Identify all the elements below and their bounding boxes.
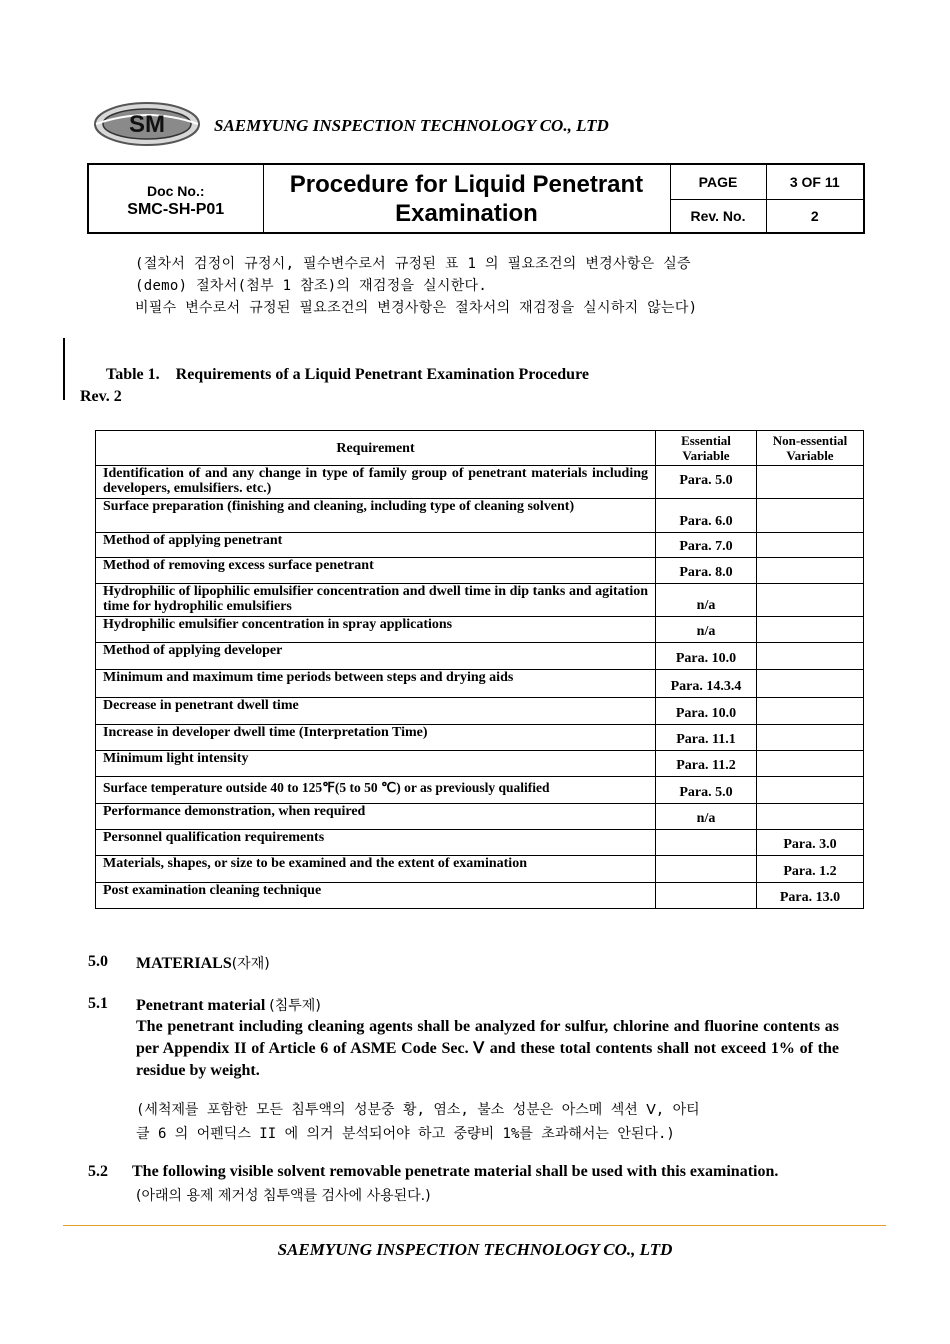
logo-text: SM — [129, 111, 165, 138]
table-row — [96, 670, 864, 698]
korean-intro-line1: (절차서 검정이 규정시, 필수변수로서 규정된 표 1 의 필요조건의 변경사항은 실증 — [135, 256, 691, 272]
requirement-cell: Hydrophilic emulsifier concentration in spray applications — [96, 617, 656, 643]
essential-cell: Para. 8.0 — [656, 558, 757, 584]
table-row — [96, 777, 864, 804]
requirement-cell: Surface temperature outside 40 to 125℉(5 to 50 ℃) or as previously qualified — [96, 777, 656, 804]
essential-cell: n/a — [656, 804, 757, 830]
section-5-1-title-kr: (침투제) — [269, 998, 321, 1014]
essential-cell: Para. 10.0 — [656, 643, 757, 670]
requirement-cell: Method of removing excess surface penetrant — [96, 558, 656, 584]
essential-cell — [656, 883, 757, 909]
non-essential-cell — [757, 533, 864, 558]
non-essential-cell — [757, 698, 864, 725]
requirement-cell: Materials, shapes, or size to be examined and the extent of examination — [96, 856, 656, 883]
table-row — [96, 617, 864, 643]
table-row — [96, 725, 864, 751]
requirement-cell: Personnel qualification requirements — [96, 830, 656, 856]
section-5-0-title-en: MATERIALS — [136, 955, 232, 972]
revision-label: Rev. No. — [670, 199, 766, 233]
section-5-0-number: 5.0 — [88, 953, 108, 970]
section-5-1-title-en: Penetrant material — [136, 997, 270, 1014]
non-essential-cell — [757, 725, 864, 751]
non-essential-cell: Para. 13.0 — [757, 883, 864, 909]
essential-cell — [656, 856, 757, 883]
requirement-cell: Decrease in penetrant dwell time — [96, 698, 656, 725]
doc-number-label: Doc No.: — [146, 182, 205, 199]
requirement-cell: Method of applying penetrant — [96, 533, 656, 558]
essential-cell: n/a — [656, 584, 757, 617]
requirement-cell: Minimum and maximum time periods between steps and drying aids — [96, 670, 656, 698]
doc-number-cell — [88, 164, 263, 233]
essential-cell: Para. 11.2 — [656, 751, 757, 777]
essential-cell: Para. 10.0 — [656, 698, 757, 725]
revision-value: 2 — [766, 199, 864, 233]
non-essential-cell — [757, 558, 864, 584]
essential-cell: n/a — [656, 617, 757, 643]
table-row — [96, 643, 864, 670]
table-row — [96, 466, 864, 499]
section-5-1-body-kr-line2: 클 6 의 어펜딕스 II 에 의거 분석되어야 하고 중량비 1%를 초과해서는 안된다.) — [136, 1126, 675, 1142]
footer-divider — [63, 1225, 886, 1226]
essential-cell: Para. 5.0 — [656, 466, 757, 499]
table-row — [96, 856, 864, 883]
essential-cell: Para. 14.3.4 — [656, 670, 757, 698]
requirement-cell: Method of applying developer — [96, 643, 656, 670]
non-essential-cell: Para. 1.2 — [757, 856, 864, 883]
requirement-cell: Post examination cleaning technique — [96, 883, 656, 909]
column-header-essential: Essential Variable — [656, 431, 757, 466]
table-row — [96, 698, 864, 725]
page-value: 3 OF 11 — [766, 164, 864, 199]
section-5-1-number: 5.1 — [88, 995, 108, 1012]
table-revision-label: Rev. 2 — [80, 388, 122, 405]
essential-cell — [656, 830, 757, 856]
column-header-requirement: Requirement — [96, 431, 656, 466]
section-5-0-title-kr: (자재) — [231, 956, 270, 972]
page-label: PAGE — [670, 164, 766, 199]
table-row — [96, 751, 864, 777]
requirement-cell: Performance demonstration, when required — [96, 804, 656, 830]
requirement-cell: Hydrophilic of lipophilic emulsifier concentration and dwell time in dip tanks and agitation time for hydrophilic emulsifiers — [96, 584, 656, 617]
section-5-1-body-kr — [136, 1098, 839, 1146]
korean-intro-line3: 비필수 변수로서 규정된 필요조건의 변경사항은 절차서의 재검정을 실시하지 않는다) — [135, 300, 698, 316]
non-essential-cell — [757, 584, 864, 617]
document-title-line1: Procedure for Liquid Penetrant — [289, 170, 644, 198]
table-row — [96, 804, 864, 830]
non-essential-cell: Para. 3.0 — [757, 830, 864, 856]
document-info-table — [87, 163, 865, 234]
document-title — [263, 164, 670, 233]
table-row — [96, 830, 864, 856]
requirement-cell: Minimum light intensity — [96, 751, 656, 777]
section-5-2-body-kr: (아래의 용제 제거성 침투액를 검사에 사용된다.) — [136, 1188, 431, 1204]
non-essential-cell — [757, 670, 864, 698]
non-essential-cell — [757, 499, 864, 533]
essential-cell: Para. 5.0 — [656, 777, 757, 804]
column-header-non-essential: Non-essential Variable — [757, 431, 864, 466]
essential-cell: Para. 7.0 — [656, 533, 757, 558]
non-essential-cell — [757, 751, 864, 777]
non-essential-cell — [757, 804, 864, 830]
section-5-2-number: 5.2 — [88, 1163, 108, 1180]
section-5-2-heading — [88, 1163, 778, 1181]
essential-cell: Para. 6.0 — [656, 499, 757, 533]
footer-company: SAEMYUNG INSPECTION TECHNOLOGY CO., LTD — [277, 1240, 673, 1259]
non-essential-cell — [757, 617, 864, 643]
requirement-cell: Identification of and any change in type of family group of penetrant materials including developers, emulsifiers. etc.) — [96, 466, 656, 499]
table-row — [96, 499, 864, 533]
revision-change-bar — [63, 338, 65, 400]
company-header: SAEMYUNG INSPECTION TECHNOLOGY CO., LTD — [214, 116, 609, 135]
table-row — [96, 584, 864, 617]
section-5-1-body-en: The penetrant including cleaning agents shall be analyzed for sulfur, chlorine and fluorine contents as per Appendix II of Article 6 of ASME Code Sec. Ⅴ and these total contents shall not exceed 1% of the residue by weight. — [136, 1018, 839, 1079]
doc-number-value: SMC-SH-P01 — [127, 200, 225, 218]
requirements-table — [95, 430, 864, 909]
company-logo — [92, 100, 202, 148]
non-essential-cell — [757, 466, 864, 499]
section-5-1-title — [136, 995, 321, 1015]
table-caption: Table 1. Requirements of a Liquid Penetrant Examination Procedure — [106, 366, 589, 383]
table-row — [96, 533, 864, 558]
korean-intro-line2: (demo) 절차서(첨부 1 참조)의 재검정을 실시한다. — [135, 278, 488, 294]
section-5-0-title — [136, 953, 270, 973]
table-row — [96, 883, 864, 909]
korean-intro-paragraph — [135, 253, 855, 319]
non-essential-cell — [757, 777, 864, 804]
section-5-1-body-kr-line1: (세척제를 포함한 모든 침투액의 성분중 황, 염소, 불소 성분은 아스메 섹션 Ⅴ, 아티 — [136, 1102, 700, 1118]
essential-cell: Para. 11.1 — [656, 725, 757, 751]
non-essential-cell — [757, 643, 864, 670]
requirement-cell: Increase in developer dwell time (Interpretation Time) — [96, 725, 656, 751]
requirement-cell: Surface preparation (finishing and cleaning, including type of cleaning solvent) — [96, 499, 656, 533]
table-row — [96, 558, 864, 584]
document-title-line2: Examination — [395, 199, 538, 227]
section-5-2-body-en: The following visible solvent removable penetrate material shall be used with this examination. — [132, 1163, 779, 1180]
